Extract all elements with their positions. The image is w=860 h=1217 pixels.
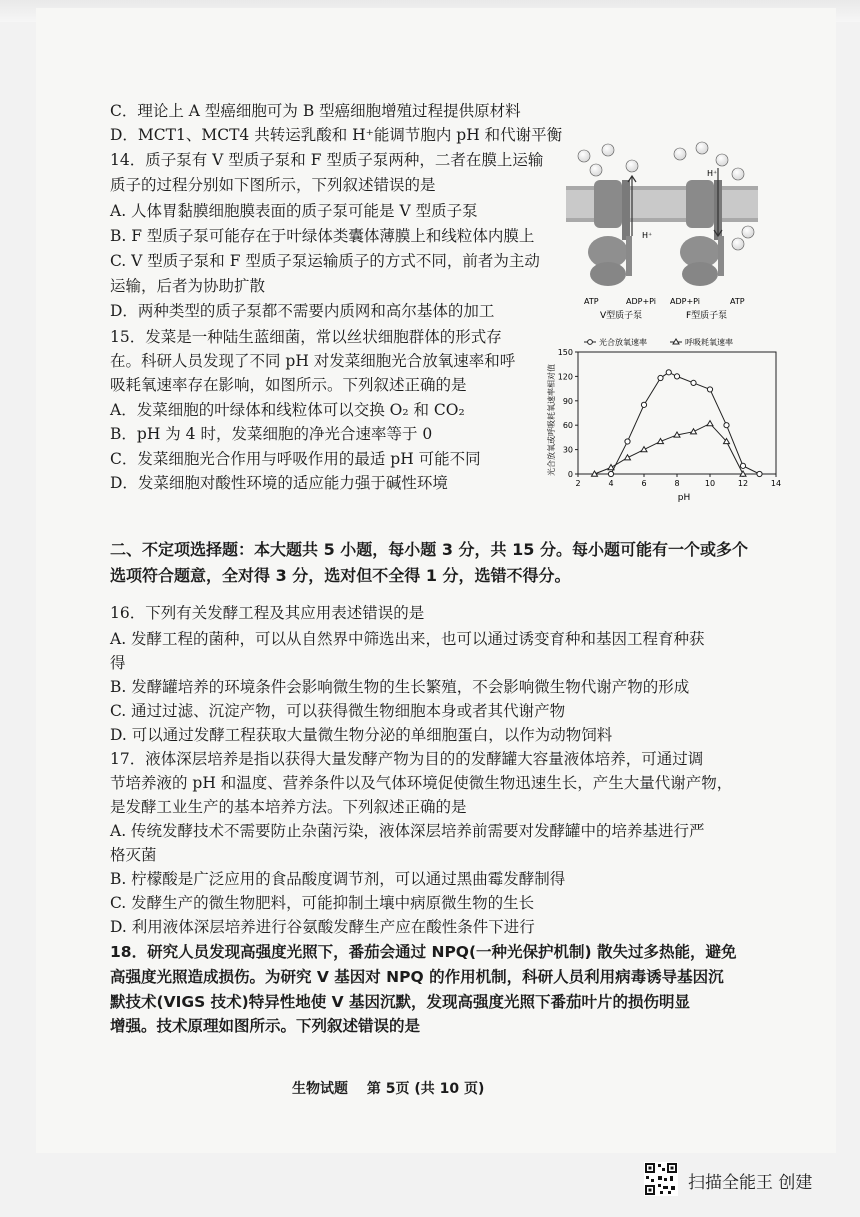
q18-stem: 增强。技术原理如图所示。下列叙述错误的是: [110, 1017, 421, 1035]
q14-option-c-cont: 运输，后者为协助扩散: [110, 277, 266, 295]
q15-option-c: C．发菜细胞光合作用与呼吸作用的最适 pH 可能不同: [110, 450, 481, 468]
q16-option-a-cont: 得: [110, 654, 126, 672]
x-tick-label: 14: [770, 479, 782, 488]
q14-option-a: A. 人体胃黏膜细胞膜表面的质子泵可能是 V 型质子泵: [110, 202, 478, 220]
series-1-point: [608, 471, 613, 476]
q14-option-c: C. V 型质子泵和 F 型质子泵运输质子的方式不同，前者为主动: [110, 252, 540, 270]
legend-label: 呼吸耗氧速率: [685, 338, 733, 347]
x-tick-label: 6: [641, 479, 647, 488]
v-atp-label: ATP: [584, 297, 599, 306]
series-1-point: [757, 471, 762, 476]
q14-option-b: B. F 型质子泵可能存在于叶绿体类囊体薄膜上和线粒体内膜上: [110, 227, 535, 245]
q18-stem: 高强度光照造成损伤。为研究 V 基因对 NPQ 的作用机制，科研人员利用病毒诱导基因沉: [110, 968, 724, 986]
series-2-point: [707, 421, 713, 426]
q16-option-c: C. 通过过滤、沉淀产物，可以获得微生物细胞本身或者其代谢产物: [110, 702, 566, 720]
series-2-point: [625, 455, 631, 460]
series-2-point: [691, 429, 697, 434]
chart-marks: [592, 370, 763, 477]
q17-option-a: A. 传统发酵技术不需要防止杂菌污染，液体深层培养前需要对发酵罐中的培养基进行严: [110, 822, 705, 840]
series-1-point: [641, 402, 646, 407]
v-pump-caption: V型质子泵: [600, 311, 643, 320]
y-tick-label: 120: [557, 372, 573, 382]
page-number: 第 5页 (共 10 页): [366, 1081, 485, 1097]
q13-option-c: C．理论上 A 型癌细胞可为 B 型癌细胞增殖过程提供原材料: [110, 102, 521, 120]
q14-stem: 14．质子泵有 V 型质子泵和 F 型质子泵两种，二者在膜上运输: [110, 151, 544, 169]
y-tick-label: 0: [567, 470, 573, 479]
x-tick-label: 2: [575, 479, 581, 488]
subject-label: 生物试题: [292, 1081, 348, 1097]
series-1-point: [658, 375, 663, 380]
q13-option-d: D．MCT1、MCT4 共转运乳酸和 H⁺能调节胞内 pH 和代谢平衡: [110, 126, 563, 144]
q15-stem: 吸耗氧速率存在影响，如图所示。下列叙述正确的是: [110, 376, 467, 394]
y-tick-label: 150: [557, 348, 573, 357]
q15-option-d: D．发菜细胞对酸性环境的适应能力强于碱性环境: [110, 474, 448, 492]
chart-legend: [584, 337, 733, 347]
section-2-heading: 二、不定项选择题：本大题共 5 小题，每小题 3 分，共 15 分。每小题可能有一个或多个: [110, 540, 748, 559]
q17-stem: 17．液体深层培养是指以获得大量发酵产物为目的的发酵罐大容量液体培养，可通过调: [110, 750, 704, 768]
series-2-point: [608, 464, 614, 469]
series-line-1: [611, 372, 760, 474]
qr-code-icon: [644, 1162, 678, 1196]
h-plus-label: H⁺: [707, 169, 718, 178]
series-1-point: [666, 370, 671, 375]
page-footer: [292, 1078, 498, 1098]
q14-stem: 质子的过程分别如下图所示，下列叙述错误的是: [110, 176, 436, 194]
q16-option-a: A. 发酵工程的菌种，可以从自然界中筛选出来，也可以通过诱变育种和基因工程育种获: [110, 630, 705, 648]
q17-option-b: B. 柠檬酸是广泛应用的食品酸度调节剂，可以通过黑曲霉发酵制得: [110, 870, 566, 888]
q17-option-c: C. 发酵生产的微生物肥料，可能抑制土壤中病原微生物的生长: [110, 894, 535, 912]
q15-stem: 在。科研人员发现了不同 pH 对发菜细胞光合放氧速率和呼: [110, 352, 516, 370]
series-1-point: [740, 463, 745, 468]
q17-stem: 节培养液的 pH 和温度、营养条件以及气体环境促使微生物迅速生长，产生大量代谢产物，: [110, 774, 733, 792]
q16-option-b: B. 发酵罐培养的环境条件会影响微生物的生长繁殖，不会影响微生物代谢产物的形成: [110, 678, 690, 696]
plot-frame: [578, 352, 776, 474]
chart-axes: [558, 348, 781, 488]
q17-stem: 是发酵工业生产的基本培养方法。下列叙述正确的是: [110, 798, 467, 816]
x-tick-label: 12: [737, 479, 749, 488]
series-1-point: [724, 423, 729, 428]
series-1-point: [674, 374, 679, 379]
f-adp-label: ADP+Pi: [670, 297, 701, 306]
q18-stem: 默技术(VIGS 技术)特异性地使 V 基因沉默，发现高强度光照下番茄叶片的损伤明显: [110, 993, 691, 1011]
series-1-point: [691, 380, 696, 385]
q15-stem: 15．发菜是一种陆生蓝细菌，常以丝状细胞群体的形式存: [110, 328, 502, 346]
q17-option-d: D. 利用液体深层培养进行谷氨酸发酵生产应在酸性条件下进行: [110, 918, 535, 936]
q15-option-a: A．发菜细胞的叶绿体和线粒体可以交换 O₂ 和 CO₂: [110, 401, 465, 419]
h-plus-label: H⁺: [642, 231, 653, 240]
x-tick-label: 4: [608, 479, 614, 488]
series-2-point: [641, 447, 647, 452]
legend-marker: [588, 340, 593, 345]
series-1-point: [625, 439, 630, 444]
series-line-2: [595, 424, 744, 474]
q14-option-d: D．两种类型的质子泵都不需要内质网和高尔基体的加工: [110, 302, 495, 320]
x-tick-label: 10: [704, 479, 716, 488]
ph-rate-chart: [538, 332, 790, 504]
y-tick-label: 30: [562, 445, 573, 455]
proton-pump-figure: [562, 140, 762, 320]
q15-option-b: B．pH 为 4 时，发菜细胞的净光合速率等于 0: [110, 425, 433, 443]
y-tick-label: 90: [562, 396, 573, 406]
series-1-point: [707, 387, 712, 392]
scanner-app-watermark: 扫描全能王 创建: [688, 1173, 813, 1193]
q17-option-a-cont: 格灭菌: [110, 846, 157, 864]
legend-label: 光合放氧速率: [599, 338, 647, 347]
q16-option-d: D. 可以通过发酵工程获取大量微生物分泌的单细胞蛋白，以作为动物饲料: [110, 726, 613, 744]
section-2-heading: 选项符合题意，全对得 3 分，选对但不全得 1 分，选错不得分。: [110, 566, 571, 585]
x-tick-label: 8: [674, 479, 680, 488]
v-type-pump: [588, 180, 632, 286]
f-atp-label: ATP: [730, 297, 745, 306]
y-tick-label: 60: [562, 421, 573, 431]
q16-stem: 16．下列有关发酵工程及其应用表述错误的是: [110, 604, 425, 622]
x-axis-label: pH: [677, 493, 691, 503]
y-axis-label: 光合放氧或呼吸耗氧速率相对值: [547, 364, 556, 476]
f-pump-caption: F型质子泵: [686, 311, 728, 320]
q18-stem: 18．研究人员发现高强度光照下，番茄会通过 NPQ(一种光保护机制) 散失过多热能，避免: [110, 943, 737, 961]
v-adp-label: ADP+Pi: [626, 297, 657, 306]
